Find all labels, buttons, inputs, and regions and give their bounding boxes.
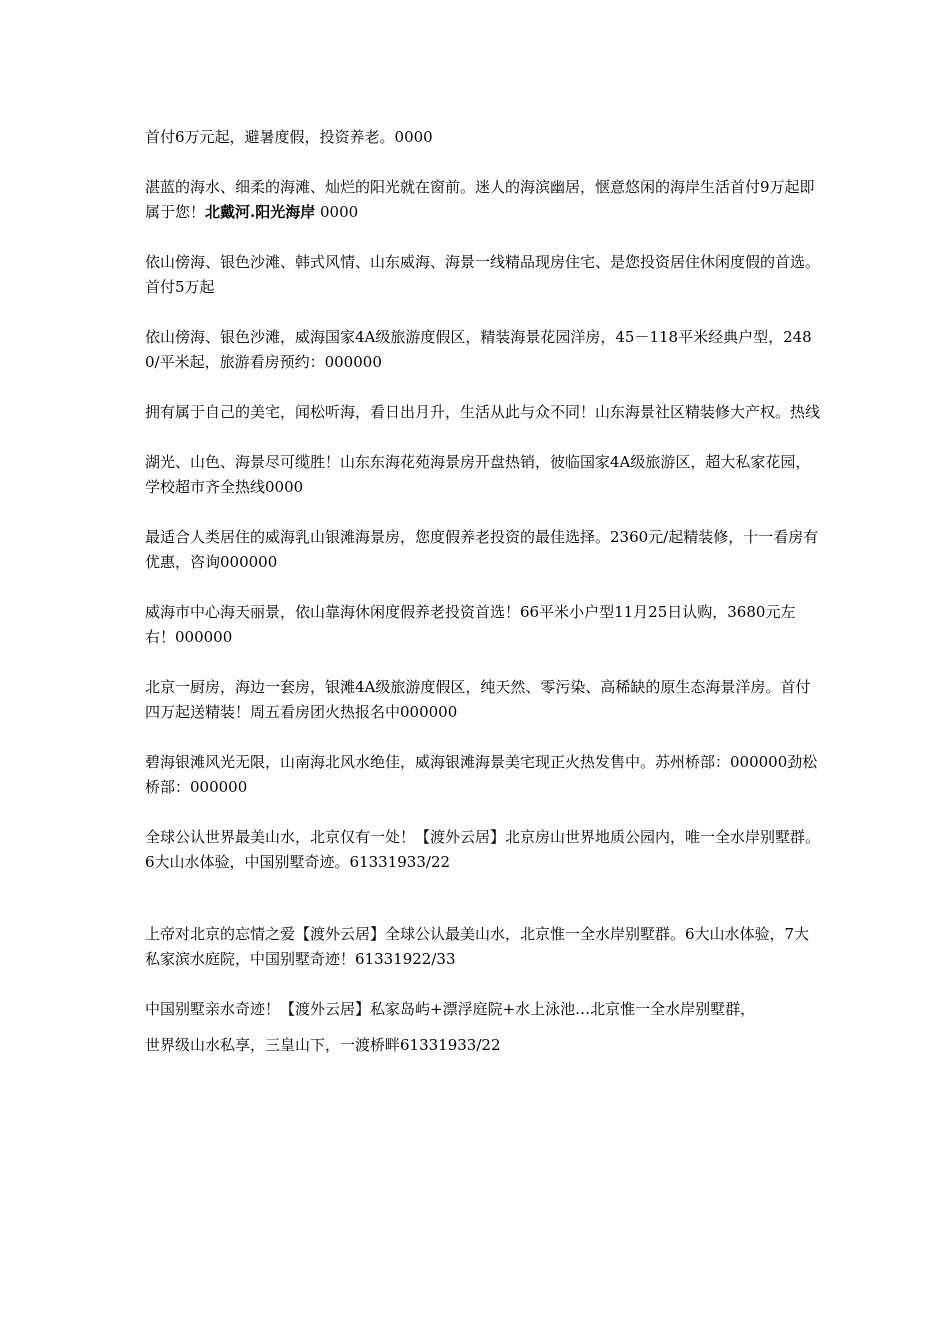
- ad-paragraph-13: 中国别墅亲水奇迹！【渡外云居】私家岛屿+漂浮庭院+水上泳池…北京惟一全水岸别墅群，: [145, 1000, 756, 1018]
- ad-paragraph-1: 首付6万元起，避暑度假，投资养老。0000: [145, 128, 433, 146]
- ad-paragraph-5: 拥有属于自己的美宅，闻松听海，看日出月升，生活从此与众不同！山东海景社区精装修大产权。热线: [145, 403, 821, 421]
- ad-paragraph-2: [145, 175, 820, 225]
- document-body: [145, 125, 820, 1083]
- ad-paragraph-8: 威海市中心海天丽景，依山靠海休闲度假养老投资首选！66平米小户型11月25日认购，3680元左右！000000: [145, 603, 796, 646]
- ad-paragraph-2-text: 湛蓝的海水、细柔的海滩、灿烂的阳光就在窗前。迷人的海滨幽居，惬意悠闲的海岸生活首付9万起即属于您！: [145, 178, 815, 221]
- ad-paragraph-2-tail: 0000: [315, 203, 359, 221]
- ad-paragraph-10: 碧海银滩风光无限，山南海北风水绝佳，威海银滩海景美宅现正火热发售中。苏州桥部：000000劲松桥部：000000: [145, 753, 818, 796]
- ad-paragraph-3: 依山傍海、银色沙滩、韩式风情、山东威海、海景一线精品现房住宅、是您投资居住休闲度假的首选。首付5万起: [145, 253, 821, 296]
- ad-paragraph-6: 湖光、山色、海景尽可缆胜！山东东海花苑海景房开盘热销，彼临国家4A级旅游区，超大私家花园，学校超市齐全热线0000: [145, 453, 811, 496]
- ad-paragraph-14: 世界级山水私享，三皇山下，一渡桥畔61331933/22: [145, 1036, 501, 1054]
- ad-paragraph-9: 北京一厨房，海边一套房，银滩4A级旅游度假区，纯天然、零污染、高稀缺的原生态海景洋房。首付四万起送精装！周五看房团火热报名中000000: [145, 678, 811, 721]
- ad-paragraph-2-brand: 北戴河.阳光海岸: [205, 203, 316, 221]
- ad-paragraph-4: 依山傍海、银色沙滩，威海国家4A级旅游度假区，精装海景花园洋房，45－118平米经典户型，2480/平米起，旅游看房预约：000000: [145, 328, 812, 371]
- ad-paragraph-7: 最适合人类居住的威海乳山银滩海景房，您度假养老投资的最佳选择。2360元/起精装修，十一看房有优惠，咨询000000: [145, 528, 819, 571]
- ad-paragraph-11: 全球公认世界最美山水，北京仅有一处！【渡外云居】北京房山世界地质公园内，唯一全水岸别墅群。6大山水体验，中国别墅奇迹。61331933/22: [145, 828, 821, 871]
- ad-paragraph-12: 上帝对北京的忘情之爱【渡外云居】全球公认最美山水，北京惟一全水岸别墅群。6大山水体验，7大私家滨水庭院，中国别墅奇迹！61331922/33: [145, 925, 810, 968]
